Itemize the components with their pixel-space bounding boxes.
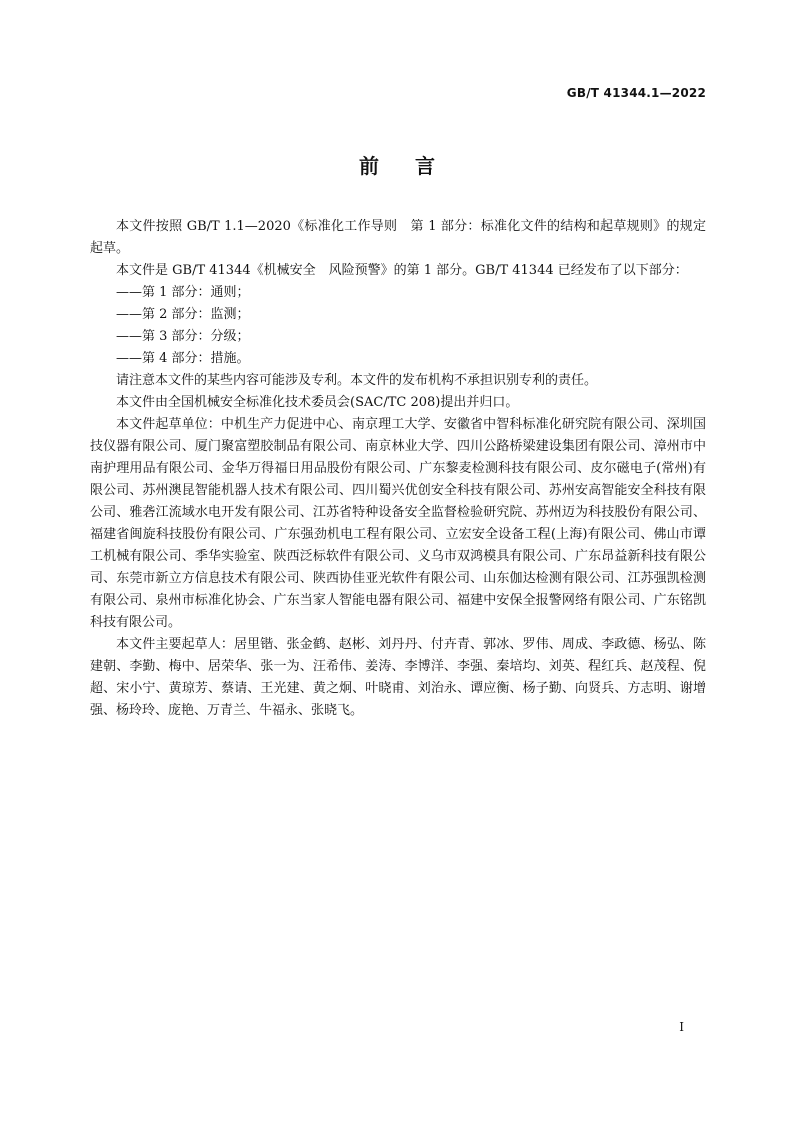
paragraph-part-series: 本文件是 GB/T 41344《机械安全 风险预警》的第 1 部分。GB/T 41344 已经发布了以下部分： <box>116 263 688 278</box>
paragraph-drafting-units: 本文件起草单位：中机生产力促进中心、南京理工大学、安徽省中智科标准化研究院有限公司、深圳国技仪器有限公司、厦门聚富塑胶制品有限公司、南京林业大学、四川公路桥梁建设集团有限公司、漳州市中南护理用品有限公司、金华万得福日用品股份有限公司、广东黎麦检测科技有限公司、皮尔磁电子(常州)有限公司、苏州澳昆智能机器人技术有限公司、四川蜀兴优创安全科技有限公司、苏州安高智能安全科技有限公司、雅砻江流域水电开发有限公司、江苏省特种设备安全监督检验研究院、苏州迈为科技股份有限公司、福建省闽旋科技股份有限公司、广东强劲机电工程有限公司、立宏安全设备工程(上海)有限公司、佛山市谭工机械有限公司、季华实验室、陕西泛标软件有限公司、义乌市双鸿模具有限公司、广东昂益新科技有限公司、东莞市新立方信息技术有限公司、陕西协佳亚光软件有限公司、山东伽达检测有限公司、江苏强凯检测有限公司、泉州市标准化协会、广东当家人智能电器有限公司、福建中安保全报警网络有限公司、广东铭凯科技有限公司。 <box>90 417 706 630</box>
foreword-body <box>90 216 706 722</box>
list-item-part-3: ——第 3 部分：分级； <box>116 329 250 344</box>
page-title <box>0 150 794 179</box>
list-item-part-4: ——第 4 部分：措施。 <box>116 351 250 366</box>
page-number: I <box>679 1020 684 1034</box>
paragraph-committee: 本文件由全国机械安全标准化技术委员会(SAC/TC 208)提出并归口。 <box>116 395 519 410</box>
paragraph-drafters: 本文件主要起草人：居里锴、张金鹤、赵彬、刘丹丹、付卉青、郭冰、罗伟、周成、李政德、杨弘、陈建朝、李勤、梅中、居荣华、张一为、汪希伟、姜涛、李博洋、李强、秦培均、刘英、程红兵、赵茂程、倪超、宋小宁、黄琼芳、蔡请、王光建、黄之炯、叶晓甫、刘治永、谭应衡、杨子勤、向贤兵、方志明、谢增强、杨玲玲、庞艳、万青兰、牛福永、张晓飞。 <box>90 637 706 718</box>
standard-code: GB/T 41344.1—2022 <box>566 86 706 100</box>
title-part-1: 前 <box>359 154 379 178</box>
list-item-part-2: ——第 2 部分：监测； <box>116 307 250 322</box>
paragraph-patent-notice: 请注意本文件的某些内容可能涉及专利。本文件的发布机构不承担识别专利的责任。 <box>116 373 598 388</box>
title-part-2: 言 <box>415 154 435 178</box>
list-item-part-1: ——第 1 部分：通则； <box>116 285 250 300</box>
paragraph-drafting-rules: 本文件按照 GB/T 1.1—2020《标准化工作导则 第 1 部分：标准化文件的结构和起草规则》的规定起草。 <box>90 219 706 256</box>
